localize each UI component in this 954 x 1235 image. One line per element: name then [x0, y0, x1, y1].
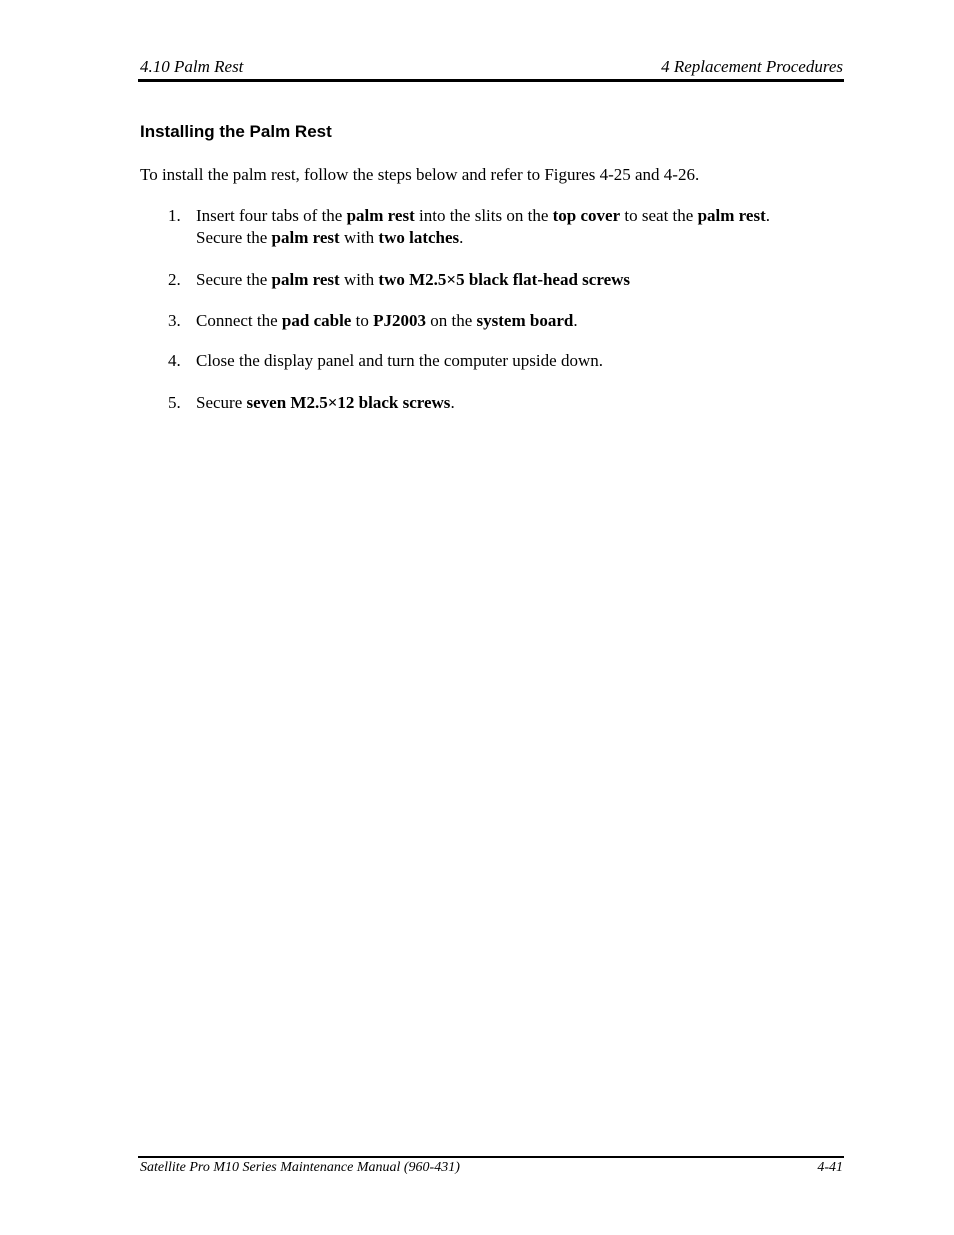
step-run: Connect the — [196, 311, 282, 330]
header-rule — [138, 79, 844, 82]
step-term: top cover — [552, 206, 621, 225]
step-term: palm rest — [346, 206, 415, 225]
page-footer — [140, 1159, 843, 1177]
step-run: Secure the — [196, 228, 272, 247]
step-run: . — [459, 228, 464, 247]
step-run: to — [351, 311, 374, 330]
step-item-3 — [140, 310, 843, 332]
step-text — [196, 206, 770, 247]
header-chapter-label: 4 Replacement Procedures — [661, 57, 843, 76]
step-item-5 — [140, 392, 843, 414]
step-number: 1. — [168, 206, 181, 225]
footer-page-number: 4-41 — [817, 1160, 843, 1175]
section-title: Installing the Palm Rest — [140, 122, 332, 141]
step-run: Secure — [196, 393, 247, 412]
step-run: on the — [425, 311, 477, 330]
step-term: palm rest — [271, 228, 340, 247]
step-term: PJ2003 — [373, 311, 426, 330]
footer-rule — [138, 1156, 844, 1158]
step-run: into the slits on the — [414, 206, 553, 225]
step-run: Secure the — [196, 270, 272, 289]
step-text — [196, 311, 578, 330]
step-run: to seat the — [620, 206, 698, 225]
step-number: 2. — [168, 270, 181, 289]
step-item-1 — [140, 205, 843, 249]
step-term: palm rest — [697, 206, 766, 225]
step-run: Insert four tabs of the — [196, 206, 347, 225]
step-text — [196, 351, 603, 370]
intro-paragraph: To install the palm rest, follow the steps below and refer to Figures 4-25 and 4-26. — [140, 165, 700, 184]
steps-list — [140, 205, 843, 414]
step-item-4 — [140, 350, 843, 372]
step-term: palm rest — [271, 270, 340, 289]
step-run: with — [339, 270, 379, 289]
step-term: pad cable — [281, 311, 352, 330]
step-number: 3. — [168, 311, 181, 330]
page-header — [140, 56, 843, 78]
step-run: . — [573, 311, 578, 330]
footer-manual-title: Satellite Pro M10 Series Maintenance Manual (960-431) — [140, 1160, 460, 1175]
step-item-2 — [140, 269, 843, 291]
step-run: Close the display panel and turn the computer upside down. — [196, 351, 603, 370]
step-text — [196, 393, 455, 412]
step-term: two latches — [378, 228, 460, 247]
step-run: . — [765, 206, 770, 225]
step-number: 4. — [168, 351, 181, 370]
step-number: 5. — [168, 393, 181, 412]
header-section-label: 4.10 Palm Rest — [140, 57, 244, 76]
step-run: . — [450, 393, 455, 412]
step-term: system board — [476, 311, 574, 330]
step-term: seven M2.5×12 black screws — [246, 393, 451, 412]
step-text — [196, 270, 630, 289]
step-run: with — [339, 228, 379, 247]
step-term: two M2.5×5 black flat-head screws — [378, 270, 631, 289]
